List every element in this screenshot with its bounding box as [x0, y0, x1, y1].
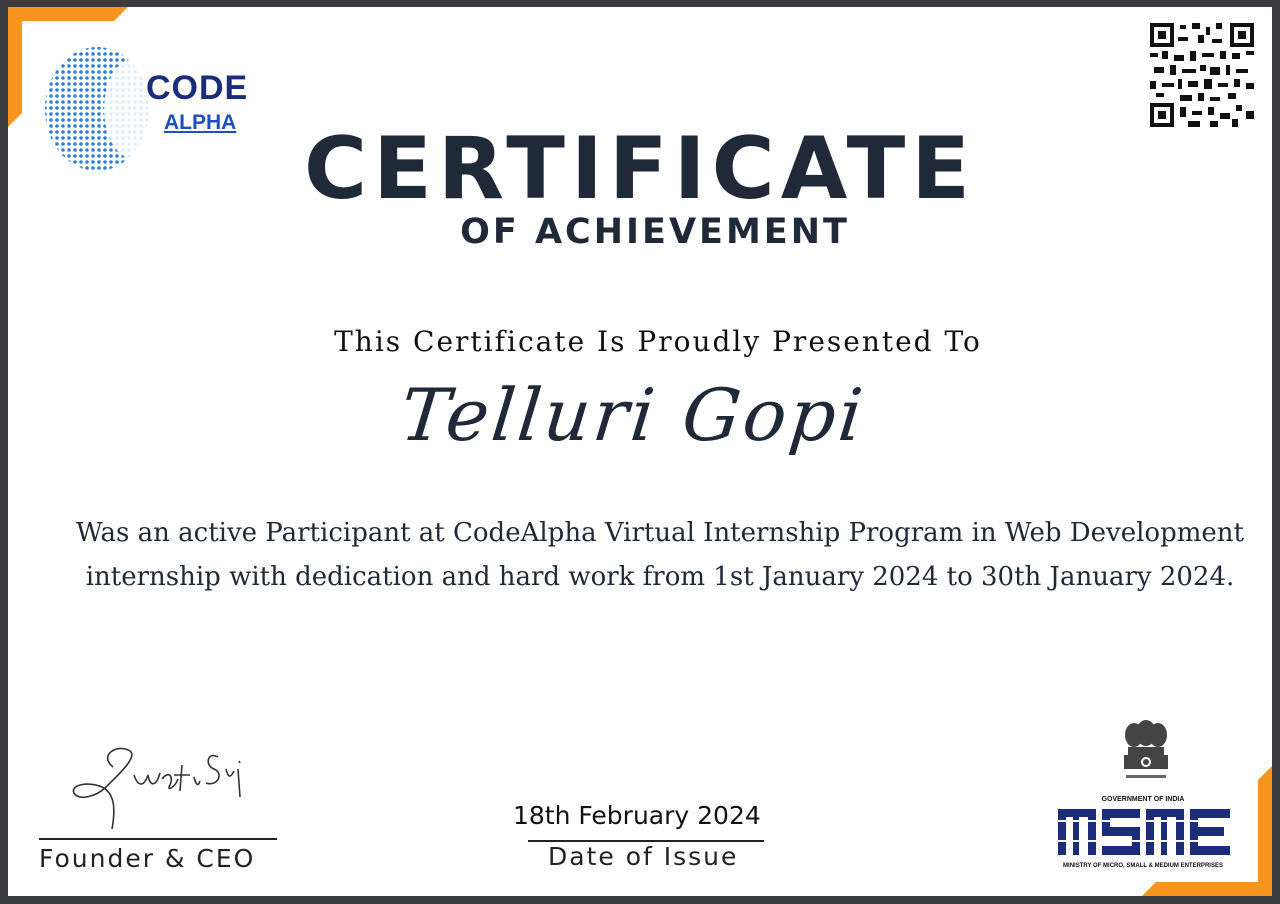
- certificate-sheet: [8, 7, 1272, 896]
- msme-logo-icon: [1056, 805, 1232, 859]
- founder-role-label: Founder & CEO: [39, 844, 256, 873]
- logo-brand-top: CODE: [146, 69, 249, 107]
- certificate-title: CERTIFICATE: [303, 119, 977, 219]
- msme-seal: [1038, 707, 1248, 877]
- issue-date-label: Date of Issue: [548, 842, 739, 871]
- logo-brand-bottom: ALPHA: [164, 111, 237, 134]
- presented-to-text: This Certificate Is Proudly Presented To: [334, 325, 982, 358]
- government-of-india-text: GOVERNMENT OF INDIA: [1101, 796, 1185, 803]
- ministry-text: MINISTRY OF MICRO, SMALL & MEDIUM ENTERPRISES: [1063, 863, 1223, 869]
- certificate-description: [48, 511, 1272, 599]
- description-line-1: Was an active Participant at CodeAlpha Virtual Internship Program in Web Development: [76, 518, 1244, 548]
- founder-signature-icon: [58, 735, 248, 835]
- recipient-name: Telluri Gopi: [396, 373, 870, 457]
- national-emblem-icon: [1120, 719, 1172, 789]
- certificate-subtitle: OF ACHIEVEMENT: [460, 212, 850, 252]
- founder-signature-line: [39, 838, 277, 840]
- issue-date: 18th February 2024: [513, 801, 761, 830]
- qr-code-icon[interactable]: [1148, 21, 1256, 129]
- description-line-2: internship with dedication and hard work from 1st January 2024 to 30th January 2024.: [85, 562, 1235, 592]
